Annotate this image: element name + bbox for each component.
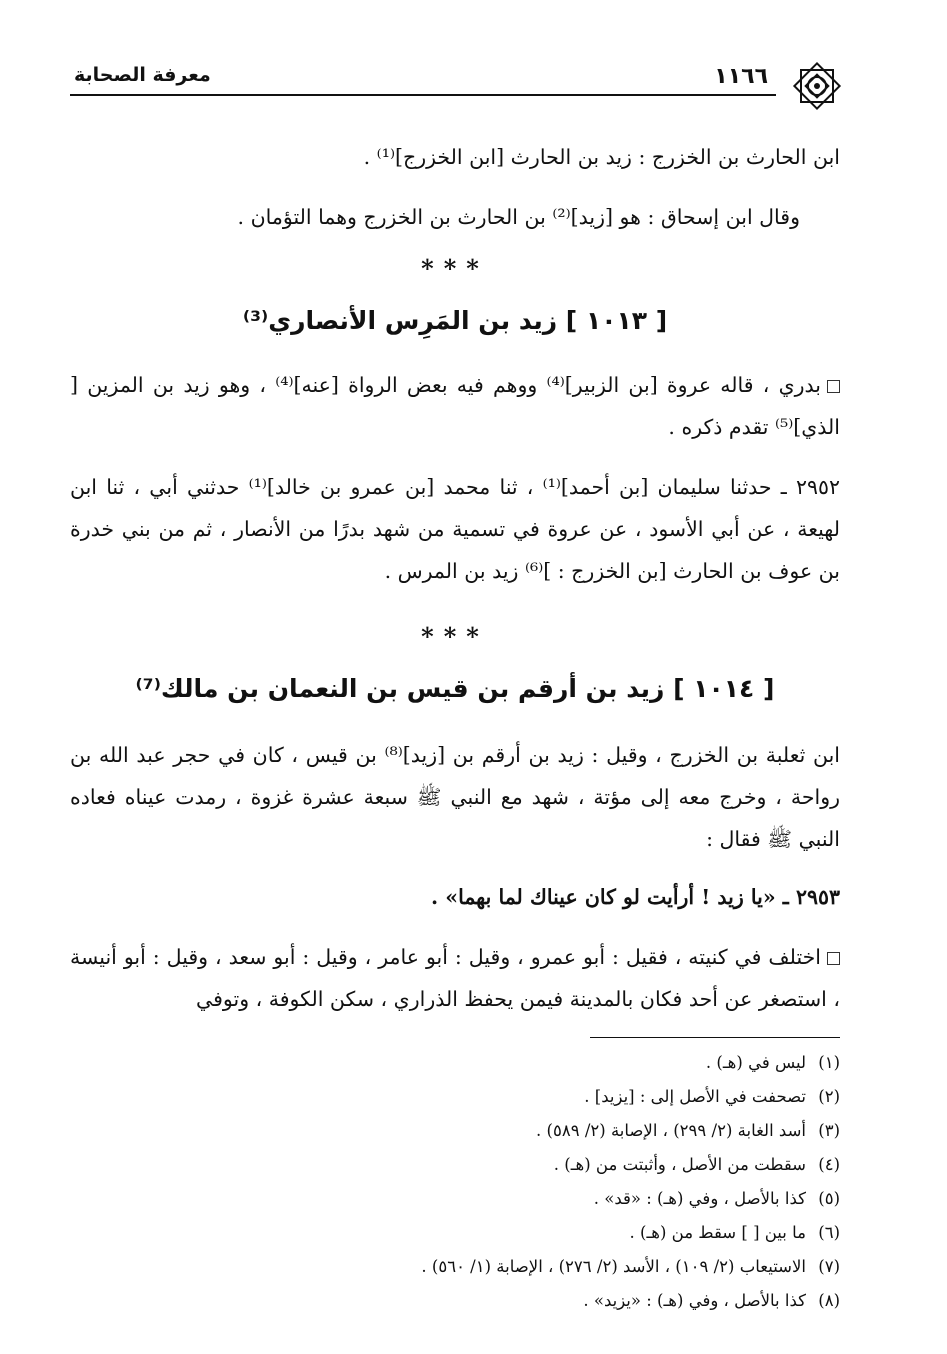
entry-1013-note-text: بدري ، قاله عروة [بن الزبير]⁽⁴⁾ ووهم فيه بعض الرواة [عنه]⁽⁴⁾ ، وهو زيد بن المزين [ الذي]⁽⁵⁾ تقدم ذكره . — [70, 373, 840, 439]
intro-line-1: ابن الحارث بن الخزرج : زيد بن الحارث [ابن الخزرج]⁽¹⁾ . — [363, 145, 840, 169]
footnote-2: (٢)تصحفت في الأصل إلى : [يزيد] . — [584, 1087, 840, 1106]
kunya-text: اختلف في كنيته ، فقيل : أبو عمرو ، وقيل : أبو عامر ، وقيل : أبو سعد ، وقيل : أبو أنيسة ، استصغر عن أحد فكان بالمدينة فيمن يحفظ الذراري ، سكن الكوفة ، وتوفي — [70, 945, 840, 1011]
entry-1014-note-text: ابن ثعلبة بن الخزرج ، وقيل : زيد بن أرقم بن [زيد]⁽⁸⁾ بن قيس ، كان في حجر عبد الله بن رواحة ، وخرج معه إلى مؤتة ، شهد مع النبي ﷺ سبعة عشرة غزوة ، رمدت عيناه فعاده النبي ﷺ فقال : — [70, 743, 840, 851]
entry-1013-note — [70, 364, 840, 448]
intro-line-2: وقال ابن إسحاق : هو [زيد]⁽²⁾ بن الحارث بن الخزرج وهما التؤمان . — [237, 205, 800, 229]
octagram-ornament-icon — [789, 58, 845, 114]
page-number: ١١٦٦ — [714, 64, 768, 89]
entry-heading-1013: [ ١٠١٣ ] زيد بن المَرِس الأنصاري⁽³⁾ — [242, 306, 668, 335]
footnote-1: (١)ليس في (هـ) . — [705, 1053, 840, 1072]
footnote-rule — [590, 1037, 840, 1038]
footnote-7: (٧)الاستيعاب (٢/ ١٠٩) ، الأسد (٢/ ٢٧٦) ، الإصابة (١/ ٥٦٠) . — [421, 1257, 840, 1276]
hadith-2953-text: ٢٩٥٣ ـ «يا زيد ! أرأيت لو كان عيناك لما بهما» . — [430, 885, 840, 909]
page-header — [70, 50, 840, 100]
intro-paragraph — [70, 136, 840, 238]
footnote-6: (٦)ما بين [ ] سقط من (هـ) . — [629, 1223, 840, 1242]
note-bullet-icon — [827, 380, 840, 393]
book-page — [70, 50, 840, 1330]
hadith-2952 — [70, 466, 840, 592]
section-separator-2: *** — [421, 622, 489, 651]
entry-heading-1014: [ ١٠١٤ ] زيد بن أرقم بن قيس بن النعمان بن مالك⁽⁷⁾ — [135, 674, 775, 703]
hadith-2953 — [70, 876, 840, 918]
footnote-8: (٨)كذا بالأصل ، وفي (هـ) : «يزيد» . — [583, 1291, 840, 1310]
running-title: معرفة الصحابة — [74, 64, 211, 86]
footnotes — [70, 1046, 840, 1318]
note-bullet-icon — [827, 952, 840, 965]
hadith-2952-text: ٢٩٥٢ ـ حدثنا سليمان [بن أحمد]⁽¹⁾ ، ثنا محمد [بن عمرو بن خالد]⁽¹⁾ حدثني أبي ، ثنا ابن لهيعة ، عن أبي الأسود ، عن عروة في تسمية من شهد بدرًا من الأنصار ، ثم من بني خدرة بن عوف بن الحارث [بن الخزرج : ]⁽⁶⁾ زيد بن المرس . — [70, 475, 841, 583]
kunya-paragraph — [70, 936, 840, 1020]
footnote-5: (٥)كذا بالأصل ، وفي (هـ) : «قد» . — [593, 1189, 840, 1208]
footnote-4: (٤)سقطت من الأصل ، وأثبتت من (هـ) . — [553, 1155, 840, 1174]
entry-1014-note — [70, 734, 840, 860]
footnote-3: (٣)أسد الغابة (٢/ ٢٩٩) ، الإصابة (٢/ ٥٨٩) . — [536, 1121, 840, 1140]
header-rule — [70, 94, 776, 96]
section-separator: *** — [421, 254, 489, 283]
